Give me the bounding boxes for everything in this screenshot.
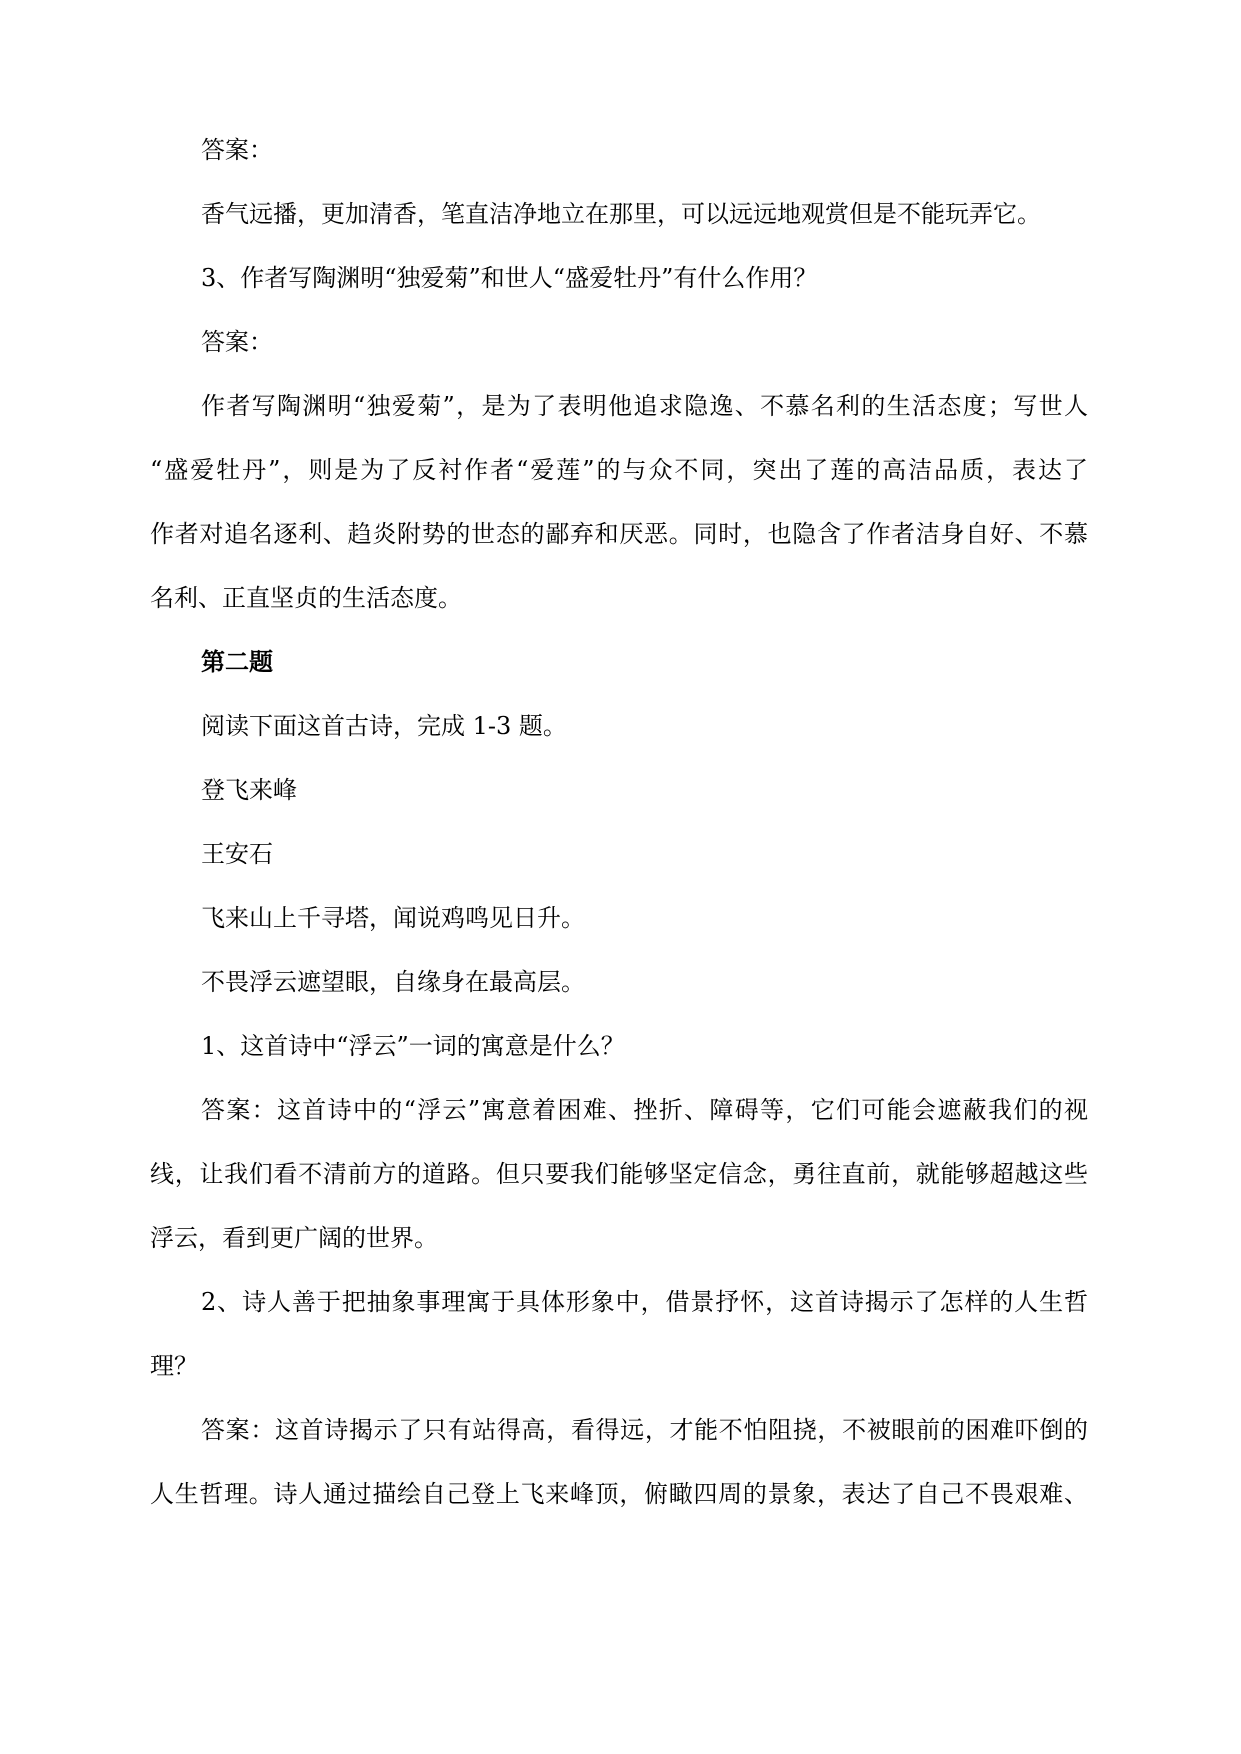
poem-line: 不畏浮云遮望眼，自缘身在最高层。 (201, 968, 585, 996)
answer-label: 答案： (201, 136, 273, 164)
question-1: 1、这首诗中“浮云”一词的寓意是什么？ (201, 1032, 625, 1060)
answer-paragraph-line: 浮云，看到更广阔的世界。 (150, 1224, 438, 1252)
instruction-text: 阅读下面这首古诗，完成 1-3 题。 (201, 712, 567, 740)
question-2-continued: 理？ (150, 1352, 198, 1380)
question-2: 2、诗人善于把抽象事理寓于具体形象中，借景抒怀，这首诗揭示了怎样的人生哲 (201, 1288, 1088, 1316)
answer-paragraph-line: 线，让我们看不清前方的道路。但只要我们能够坚定信念，勇往直前，就能够超越这些 (150, 1160, 1088, 1188)
section-heading: 第二题 (201, 647, 273, 676)
answer-paragraph-line: 答案：这首诗揭示了只有站得高，看得远，才能不怕阻挠，不被眼前的困难吓倒的 (201, 1416, 1088, 1444)
poem-title: 登飞来峰 (201, 776, 297, 804)
answer-text: 香气远播，更加清香，笔直洁净地立在那里，可以远远地观赏但是不能玩弄它。 (201, 200, 1041, 228)
answer-paragraph-line: 人生哲理。诗人通过描绘自己登上飞来峰顶，俯瞰四周的景象，表达了自己不畏艰难、 (150, 1480, 1088, 1508)
answer-paragraph-line: 名利、正直坚贞的生活态度。 (150, 584, 462, 612)
answer-label: 答案： (201, 328, 273, 356)
answer-paragraph-line: 作者对追名逐利、趋炎附势的世态的鄙弃和厌恶。同时，也隐含了作者洁身自好、不慕 (150, 520, 1088, 548)
answer-paragraph-line: “盛爱牡丹”，则是为了反衬作者“爱莲”的与众不同，突出了莲的高洁品质，表达了 (150, 456, 1088, 484)
answer-paragraph-line: 答案：这首诗中的“浮云”寓意着困难、挫折、障碍等，它们可能会遮蔽我们的视 (201, 1096, 1088, 1124)
poem-author: 王安石 (201, 840, 273, 868)
poem-line: 飞来山上千寻塔，闻说鸡鸣见日升。 (201, 904, 585, 932)
question-3: 3、作者写陶渊明“独爱菊”和世人“盛爱牡丹”有什么作用？ (201, 264, 818, 292)
answer-paragraph-line: 作者写陶渊明“独爱菊”，是为了表明他追求隐逸、不慕名利的生活态度；写世人 (201, 392, 1088, 420)
